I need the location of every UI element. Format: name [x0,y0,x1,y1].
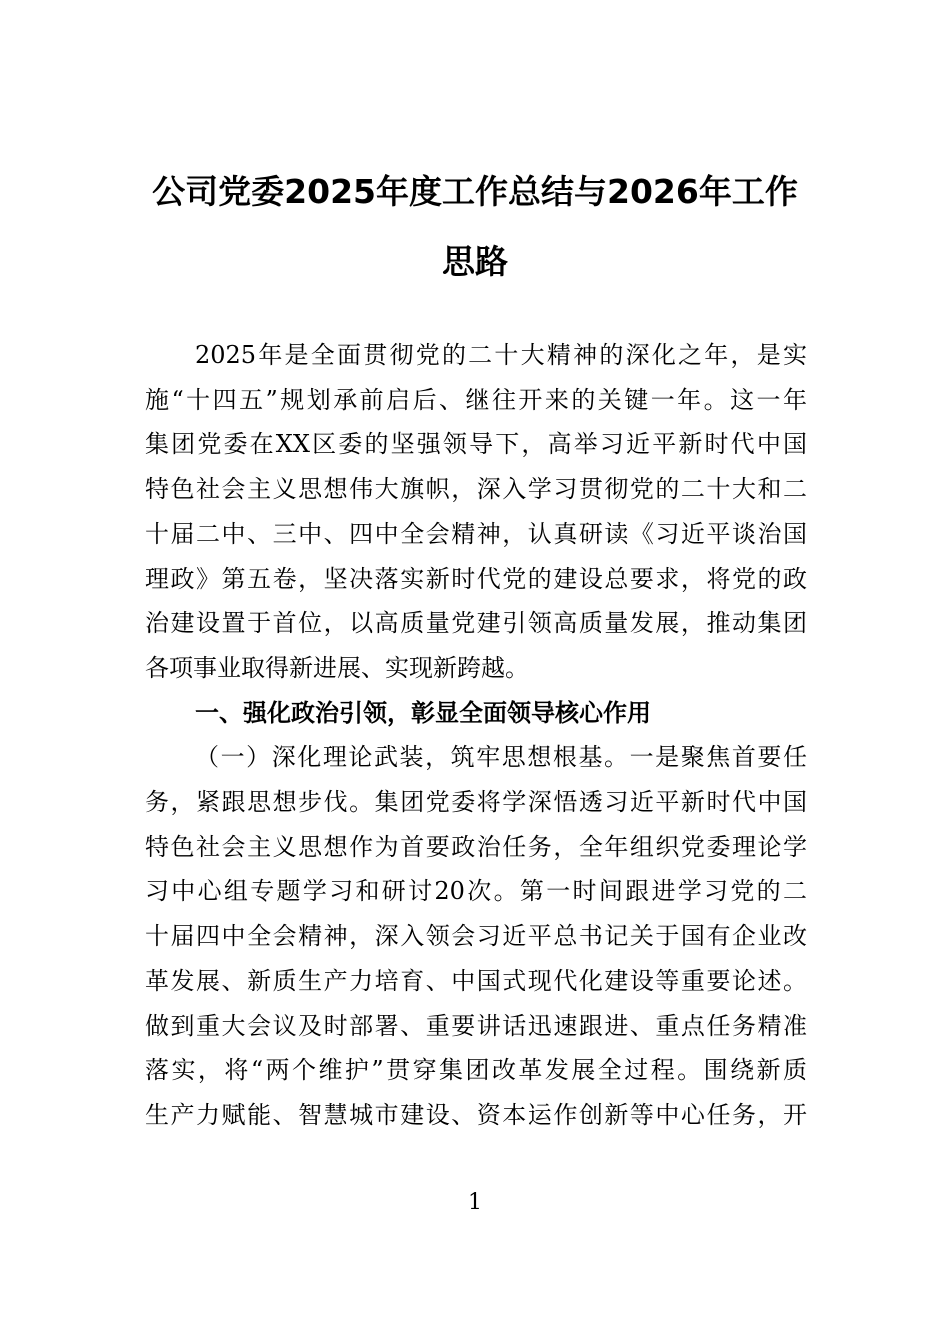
text-line: （一）深化理论武装，筑牢思想根基。一是聚焦首要任 [195,743,807,772]
text-line: 十届二中、三中、四中全会精神，认真研读《习近平谈治国 [145,519,807,548]
section-heading: 一、强化政治引领，彰显全面领导核心作用 [195,698,651,727]
title-line: 公司党委2025年度工作总结与2026年工作 [152,172,798,211]
text-line: 理政》第五卷，坚决落实新时代党的建设总要求，将党的政 [145,564,807,593]
text-line: 革发展、新质生产力培育、中国式现代化建设等重要论述。 [145,966,807,995]
text-line: 特色社会主义思想伟大旗帜，深入学习贯彻党的二十大和二 [145,475,807,504]
text-line: 施“十四五”规划承前启后、继往开来的关键一年。这一年 [145,385,807,414]
text-line: 各项事业取得新进展、实现新跨越。 [145,653,529,682]
title-line: 思路 [442,242,508,281]
text-line: 做到重大会议及时部署、重要讲话迅速跟进、重点任务精准 [145,1011,807,1040]
text-line: 务，紧跟思想步伐。集团党委将学深悟透习近平新时代中国 [145,788,807,816]
text-line: 习中心组专题学习和研讨20次。第一时间跟进学习党的二 [145,877,807,906]
text-line: 集团党委在XX区委的坚强领导下，高举习近平新时代中国 [145,430,807,459]
text-line: 落实，将“两个维护”贯穿集团改革发展全过程。围绕新质 [145,1056,807,1085]
text-line: 生产力赋能、智慧城市建设、资本运作创新等中心任务，开 [145,1100,807,1129]
text-line: 治建设置于首位，以高质量党建引领高质量发展，推动集团 [145,609,807,638]
page-number: 1 [468,1190,482,1215]
text-line: 2025年是全面贯彻党的二十大精神的深化之年，是实 [195,341,807,369]
text-line: 特色社会主义思想作为首要政治任务，全年组织党委理论学 [145,832,807,861]
text-line: 十届四中全会精神，深入领会习近平总书记关于国有企业改 [145,922,807,951]
